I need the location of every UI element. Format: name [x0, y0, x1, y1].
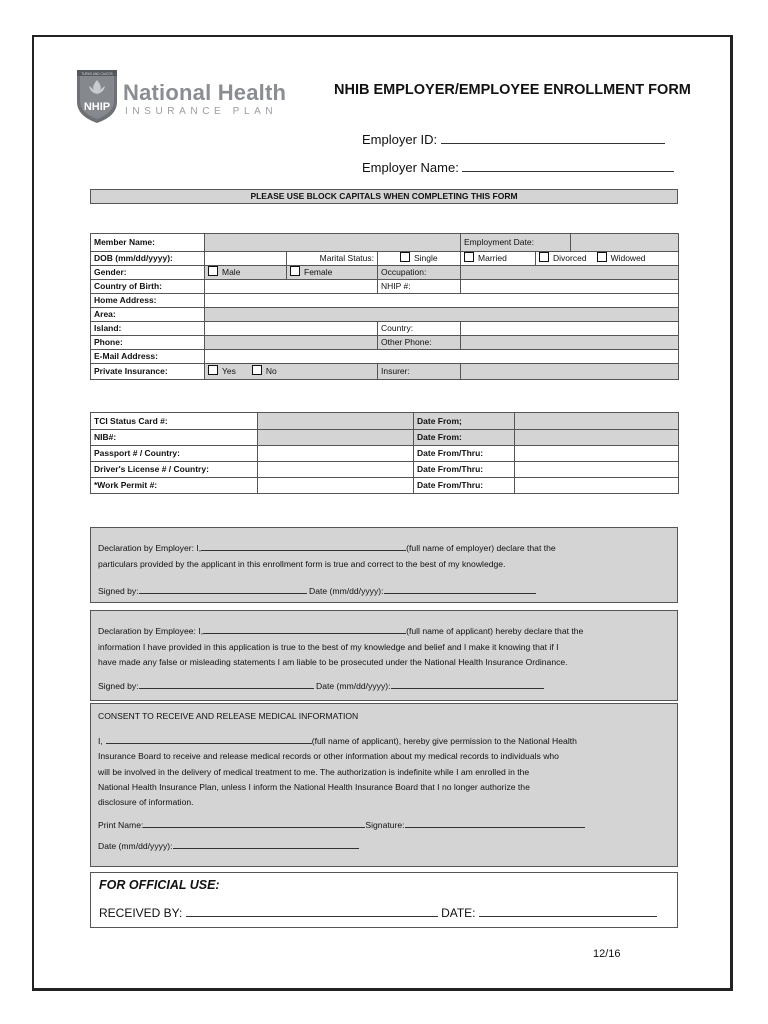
phone-field[interactable]	[205, 336, 378, 350]
other-phone-field[interactable]	[461, 336, 679, 350]
consent-text-5: National Health Insurance Plan, unless I inform the National Health Insurance Board that I no longer authorize the	[98, 781, 530, 792]
employer-decl-text-2: (full name of employer) declare that the	[406, 543, 556, 553]
tci-date-field[interactable]	[515, 413, 679, 430]
employer-full-name-field[interactable]	[201, 542, 406, 551]
nhip-number-label: NHIP #:	[378, 280, 461, 294]
employer-name-label: Employer Name:	[362, 160, 459, 175]
work-permit-date-field[interactable]	[515, 478, 679, 494]
home-address-field[interactable]	[205, 294, 679, 308]
employer-decl-text-1: Declaration by Employer: I,	[98, 543, 202, 553]
country-of-birth-label: Country of Birth:	[91, 280, 205, 294]
official-date-field[interactable]	[479, 906, 657, 917]
consent-full-name-field[interactable]	[106, 735, 312, 744]
member-info-table	[90, 233, 679, 380]
widowed-label: Widowed	[610, 253, 646, 263]
country-label: Country:	[378, 322, 461, 336]
official-use-row	[99, 906, 657, 920]
official-use-title: FOR OFFICIAL USE:	[99, 878, 220, 892]
widowed-checkbox[interactable]	[597, 252, 607, 262]
insurer-field[interactable]	[461, 364, 679, 380]
tci-status-field[interactable]	[258, 413, 414, 430]
country-field[interactable]	[461, 322, 679, 336]
female-checkbox[interactable]	[290, 266, 300, 276]
employee-decl-text-1: Declaration by Employee: I,	[98, 626, 204, 636]
consent-text-6: disclosure of information.	[98, 797, 194, 808]
logo-subtitle: INSURANCE PLAN	[125, 106, 278, 117]
employer-date-field[interactable]	[384, 585, 536, 594]
male-option[interactable]: Male	[205, 266, 287, 280]
yes-checkbox[interactable]	[208, 365, 218, 375]
other-phone-label: Other Phone:	[378, 336, 461, 350]
country-of-birth-field[interactable]	[205, 280, 378, 294]
member-name-field[interactable]	[205, 234, 461, 252]
member-name-label: Member Name:	[91, 234, 205, 252]
island-label: Island:	[91, 322, 205, 336]
nib-field[interactable]	[258, 430, 414, 446]
work-permit-field[interactable]	[258, 478, 414, 494]
svg-text:TURKS AND CAICOS: TURKS AND CAICOS	[81, 72, 113, 76]
svg-text:NHIP: NHIP	[83, 101, 111, 113]
license-date-label: Date From/Thru:	[414, 462, 515, 478]
consent-text-2: (full name of applicant), hereby give permission to the National Health	[311, 736, 577, 747]
employee-signature-field[interactable]	[139, 680, 314, 689]
block-capitals-banner: PLEASE USE BLOCK CAPITALS WHEN COMPLETING THIS FORM	[90, 189, 678, 204]
official-date-label: DATE:	[441, 906, 476, 920]
logo-name: National Health	[123, 80, 287, 105]
work-permit-date-label: Date From/Thru:	[414, 478, 515, 494]
employee-date-field[interactable]	[391, 680, 544, 689]
employer-signed-by-label: Signed by:	[98, 586, 139, 596]
employee-decl-text-2: (full name of applicant) hereby declare that the	[406, 626, 584, 636]
email-field[interactable]	[205, 350, 679, 364]
marital-status-label: Marital Status:	[287, 252, 378, 266]
single-checkbox[interactable]	[400, 252, 410, 262]
divorced-checkbox[interactable]	[539, 252, 549, 262]
received-by-label: RECEIVED BY:	[99, 906, 183, 920]
drivers-license-label: Driver's License # / Country:	[91, 462, 258, 478]
employer-id-row	[362, 132, 665, 147]
employee-full-name-field[interactable]	[203, 625, 406, 634]
area-label: Area:	[91, 308, 205, 322]
consent-title: CONSENT TO RECEIVE AND RELEASE MEDICAL INFORMATION	[98, 711, 359, 721]
married-option[interactable]: Married	[461, 252, 536, 266]
consent-text-1: I,	[98, 736, 103, 747]
employment-date-label: Employment Date:	[461, 234, 571, 252]
signature-field[interactable]	[405, 819, 585, 828]
no-label: No	[265, 366, 277, 376]
passport-date-field[interactable]	[515, 446, 679, 462]
gender-label: Gender:	[91, 266, 205, 280]
work-permit-label: *Work Permit #:	[91, 478, 258, 494]
private-insurance-label: Private Insurance:	[91, 364, 205, 380]
consent-text-4: will be involved in the delivery of medical treatment to me. The authorization is indefinite while I am enrolled in the	[98, 766, 530, 777]
received-by-field[interactable]	[186, 906, 438, 917]
employee-decl-text-3: information I have provided in this application is true to the best of my knowledge and belief and I make it knowing that if I	[98, 641, 559, 652]
home-address-label: Home Address:	[91, 294, 205, 308]
employer-signature-field[interactable]	[139, 585, 307, 594]
phone-label: Phone:	[91, 336, 205, 350]
occupation-label: Occupation:	[378, 266, 461, 280]
nib-date-field[interactable]	[515, 430, 679, 446]
tci-status-label: TCI Status Card #:	[91, 413, 258, 430]
nhip-number-field[interactable]	[461, 280, 679, 294]
married-checkbox[interactable]	[464, 252, 474, 262]
employer-id-label: Employer ID:	[362, 132, 438, 147]
employer-name-row	[362, 160, 674, 175]
area-field[interactable]	[205, 308, 679, 322]
consent-box	[90, 703, 678, 867]
nib-date-label: Date From:	[414, 430, 515, 446]
consent-text-3: Insurance Board to receive and release medical records or other information about my medical records to individuals who	[98, 751, 559, 762]
occupation-field[interactable]	[461, 266, 679, 280]
dob-field[interactable]	[205, 252, 287, 266]
form-title: NHIB EMPLOYER/EMPLOYEE ENROLLMENT FORM	[334, 82, 691, 98]
single-option[interactable]: Single	[378, 252, 461, 266]
signature-label: Signature:	[365, 820, 405, 831]
private-insurance-options	[205, 364, 378, 380]
employee-signed-by-label: Signed by:	[98, 680, 139, 691]
divorced-widowed-options	[536, 252, 679, 266]
consent-date-label: Date (mm/dd/yyyy):	[98, 841, 173, 852]
nhip-shield-logo-icon	[75, 68, 119, 124]
drivers-license-field[interactable]	[258, 462, 414, 478]
print-name-field[interactable]	[143, 819, 365, 828]
employer-id-field[interactable]	[441, 133, 665, 144]
print-name-label: Print Name:	[98, 820, 144, 831]
passport-label: Passport # / Country:	[91, 446, 258, 462]
insurer-label: Insurer:	[378, 364, 461, 380]
tci-date-label: Date From;	[414, 413, 515, 430]
page-number: 12/16	[593, 948, 621, 960]
employer-name-field[interactable]	[462, 161, 674, 172]
license-date-field[interactable]	[515, 462, 679, 478]
identification-table	[90, 412, 679, 494]
employee-declaration-box	[90, 610, 678, 701]
employer-date-label: Date (mm/dd/yyyy):	[309, 586, 384, 596]
passport-date-label: Date From/Thru:	[414, 446, 515, 462]
no-checkbox[interactable]	[252, 365, 262, 375]
female-option[interactable]: Female	[287, 266, 378, 280]
consent-date-field[interactable]	[173, 840, 359, 849]
employer-decl-text-3: particulars provided by the applicant in this enrollment form is true and correct to the best of my knowledge.	[98, 558, 506, 569]
yes-label: Yes	[222, 366, 236, 376]
divorced-label: Divorced	[553, 253, 587, 263]
passport-field[interactable]	[258, 446, 414, 462]
employee-date-label: Date (mm/dd/yyyy):	[316, 680, 391, 691]
male-checkbox[interactable]	[208, 266, 218, 276]
employment-date-field[interactable]	[571, 234, 679, 252]
dob-label: DOB (mm/dd/yyyy):	[91, 252, 205, 266]
island-field[interactable]	[205, 322, 378, 336]
employee-decl-text-4: have made any false or misleading statements I am liable to be prosecuted under the National Health Insurance Ordinance.	[98, 657, 568, 667]
employer-declaration-box	[90, 527, 678, 603]
email-label: E-Mail Address:	[91, 350, 205, 364]
nib-label: NIB#:	[91, 430, 258, 446]
